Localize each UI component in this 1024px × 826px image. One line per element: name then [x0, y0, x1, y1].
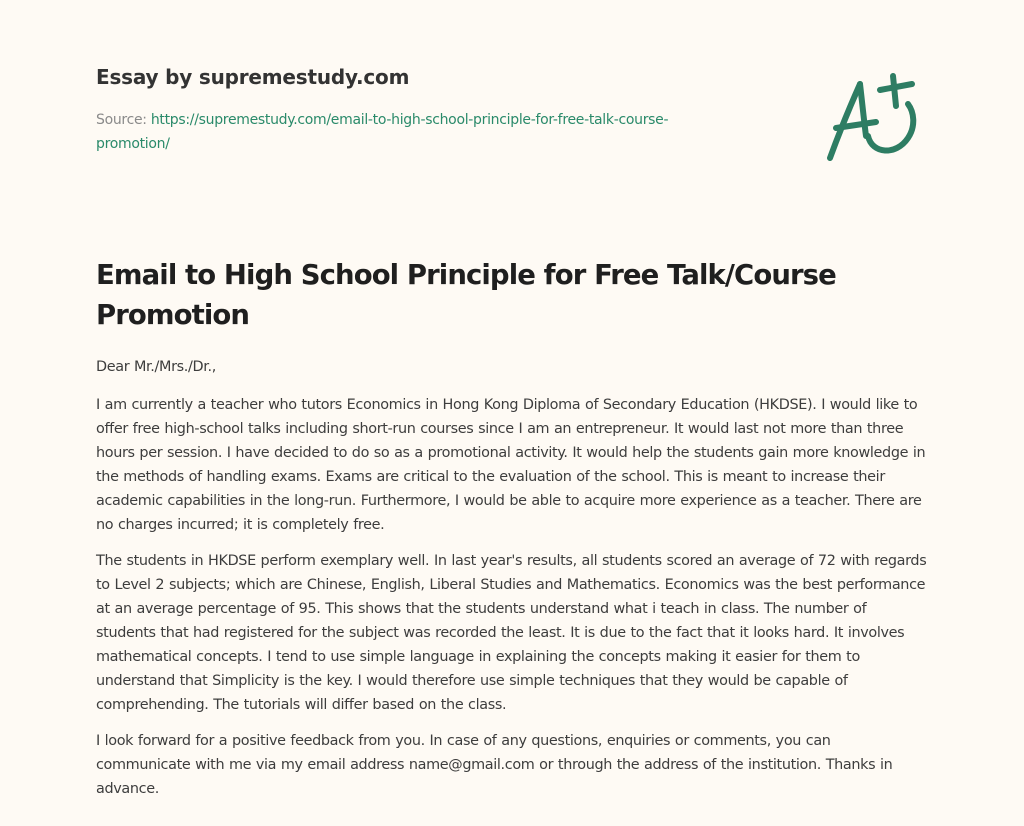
- paragraph-intro: I am currently a teacher who tutors Economics in Hong Kong Diploma of Secondary Education (HKDSE). I would like to offer free high-school talks including short-run courses since I am an entrepreneur. It would last not more than three hours per session. I have decided to do so as a promotional activity. It would help the students gain more knowledge in the methods of handling exams. Exams are critical to the evaluation of the school. This is meant to increase their academic capabilities in the long-run. Furthermore, I would be able to acquire more experience as a teacher. There are no charges incurred; it is completely free.: [96, 397, 926, 533]
- site-title: Essay by supremestudy.com: [96, 65, 410, 89]
- page-header: [96, 62, 756, 156]
- article: [96, 255, 928, 813]
- article-title: Email to High School Principle for Free Talk/Course Promotion: [96, 259, 836, 331]
- source-label: Source:: [96, 112, 151, 128]
- source-link[interactable]: [96, 112, 668, 152]
- source-link-line1: https://supremestudy.com/email-to-high-school-principle-for-free-talk-course-: [150, 112, 669, 128]
- paragraph-closing: I look forward for a positive feedback from you. In case of any questions, enquiries or comments, you can communicate with me via my email address name@gmail.com or through the address of the institution. Thanks in advance.: [96, 733, 893, 797]
- salutation: Dear Mr./Mrs./Dr.,: [96, 359, 216, 375]
- source-link-line2: promotion/: [96, 136, 170, 152]
- paragraph-performance: The students in HKDSE perform exemplary well. In last year's results, all students scored an average of 72 with regards to Level 2 subjects; which are Chinese, English, Liberal Studies and Mathematics. Economics was the best performance at an average percentage of 95. This shows that the students understand what i teach in class. The number of students that had registered for the subject was recorded the least. It is due to the fact that it looks hard. It involves mathematical concepts. I tend to use simple language in explaining the concepts making it easier for them to understand that Simplicity is the key. I would therefore use simple techniques that they would be capable of comprehending. The tutorials will differ based on the class.: [96, 553, 927, 713]
- a-plus-grade-icon: [820, 66, 930, 166]
- source-line: [96, 108, 756, 156]
